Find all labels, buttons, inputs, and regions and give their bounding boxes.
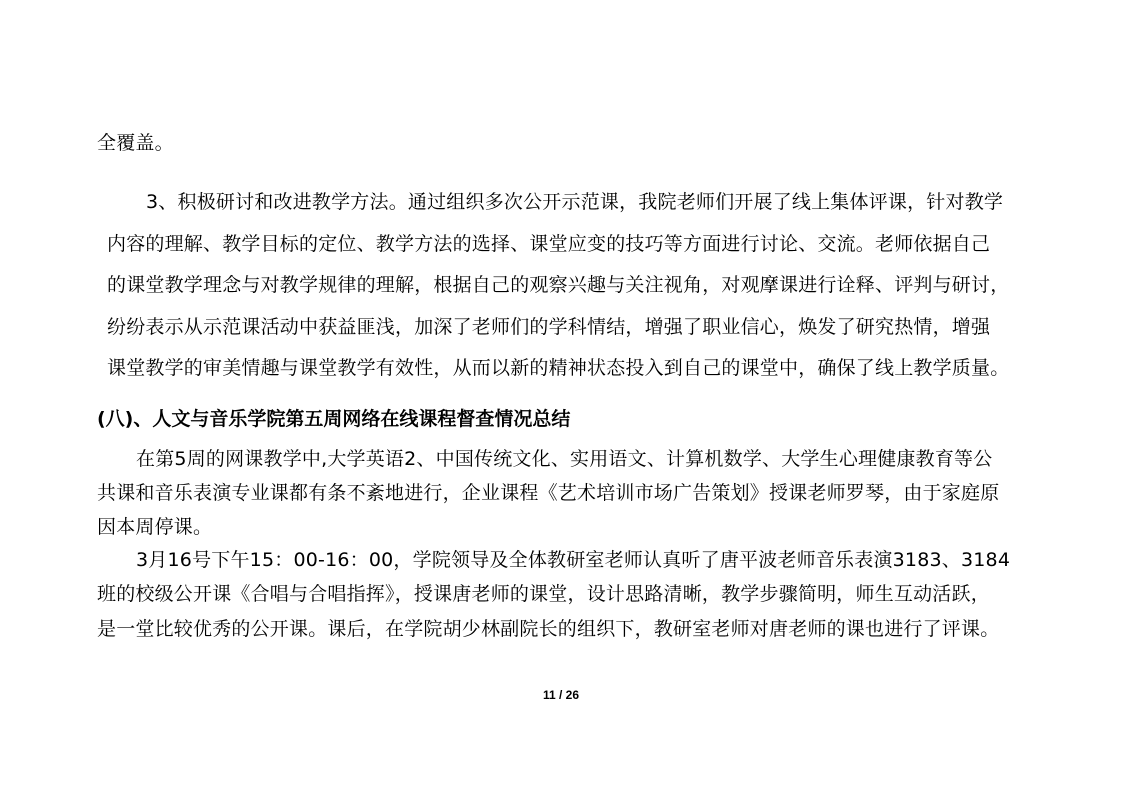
paragraph-1-line-2: 共课和音乐表演专业课都有条不紊地进行，企业课程《艺术培训市场广告策划》授课老师罗琴，由于家庭原 [97, 482, 1000, 504]
item3-line-3: 的课堂教学理念与对教学规律的理解，根据自己的观察兴趣与关注视角，对观摩课进行诠释、评判与研讨， [107, 274, 1010, 296]
paragraph-2-line-3: 是一堂比较优秀的公开课。课后，在学院胡少林副院长的组织下，教研室老师对唐老师的课也进行了评课。 [97, 618, 1000, 640]
paragraph-2-line-1: 3月16号下午15：00-16：00，学院领导及全体教研室老师认真听了唐平波老师音乐表演3183、3184 [136, 549, 1011, 571]
item3-line-2: 内容的理解、教学目标的定位、教学方法的选择、课堂应变的技巧等方面进行讨论、交流。老师依据自己 [107, 233, 991, 255]
item3-line-5: 课堂教学的审美情趣与课堂教学有效性，从而以新的精神状态投入到自己的课堂中，确保了线上教学质量。 [107, 357, 1010, 379]
paragraph-1-line-3: 因本周停课。 [97, 516, 213, 538]
intro-line: 全覆盖。 [97, 132, 174, 154]
paragraph-1-line-1: 在第5周的网课教学中,大学英语2、中国传统文化、实用语文、计算机数学、大学生心理健康教育等公 [136, 448, 993, 470]
item3-line-1: 3、积极研讨和改进教学方法。通过组织多次公开示范课，我院老师们开展了线上集体评课，针对教学 [146, 191, 1004, 213]
page-number: 11 / 26 [542, 688, 580, 702]
section-heading: (八)、人文与音乐学院第五周网络在线课程督查情况总结 [97, 408, 571, 430]
item3-line-4: 纷纷表示从示范课活动中获益匪浅，加深了老师们的学科情结，增强了职业信心，焕发了研究热情，增强 [107, 316, 991, 338]
paragraph-2-line-2: 班的校级公开课《合唱与合唱指挥》，授课唐老师的课堂，设计思路清晰，教学步骤简明，师生互动活跃， [97, 583, 990, 605]
